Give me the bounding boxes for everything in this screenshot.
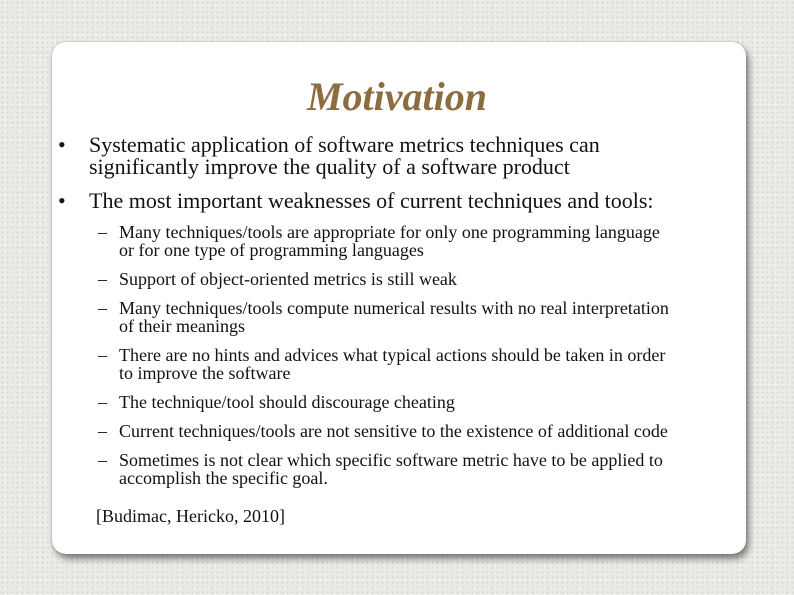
dash-marker: – <box>98 421 107 441</box>
sub-bullet-item <box>98 451 756 487</box>
sub-bullet-item <box>98 393 756 411</box>
sub-bullet-text-line: Current techniques/tools are not sensitive to the existence of additional code <box>119 421 668 441</box>
sub-bullet-item <box>98 223 756 259</box>
sub-bullet-text-line: There are no hints and advices what typical actions should be taken in order <box>119 345 666 365</box>
sub-bullet-item <box>98 299 756 335</box>
sub-bullet-text-line: to improve the software <box>119 363 291 383</box>
dash-marker: – <box>98 222 107 242</box>
dash-marker: – <box>98 392 107 412</box>
sub-bullet-text-line: accomplish the specific goal. <box>119 468 328 488</box>
bullet-marker: • <box>58 188 66 213</box>
sub-bullet-text-line: Sometimes is not clear which specific software metric have to be applied to <box>119 450 663 470</box>
citation: [Budimac, Hericko, 2010] <box>96 506 285 526</box>
sub-bullet-text-line: Many techniques/tools are appropriate for only one programming language <box>119 222 660 242</box>
dash-marker: – <box>98 345 107 365</box>
sub-bullet-text-line: Many techniques/tools compute numerical results with no real interpretation <box>119 298 669 318</box>
sub-bullet-item <box>98 422 756 440</box>
sub-bullet-list <box>56 223 756 487</box>
sub-bullet-text-line: The technique/tool should discourage cheating <box>119 392 455 412</box>
bullet-item <box>56 134 756 178</box>
bullet-marker: • <box>58 132 66 157</box>
bullet-list <box>56 134 756 498</box>
sub-bullet-item <box>98 270 756 288</box>
dash-marker: – <box>98 269 107 289</box>
sub-bullet-text-line: Support of object-oriented metrics is still weak <box>119 269 457 289</box>
bullet-text-line: Systematic application of software metrics techniques can <box>89 132 600 157</box>
dash-marker: – <box>98 450 107 470</box>
dash-marker: – <box>98 298 107 318</box>
sub-bullet-text-line: of their meanings <box>119 316 245 336</box>
bullet-text-line: The most important weaknesses of current techniques and tools: <box>89 188 654 213</box>
bullet-text-line: significantly improve the quality of a software product <box>89 154 570 179</box>
sub-bullet-text-line: or for one type of programming languages <box>119 240 424 260</box>
bullet-item <box>56 190 756 212</box>
sub-bullet-item <box>98 346 756 382</box>
slide-title: Motivation <box>306 74 488 119</box>
